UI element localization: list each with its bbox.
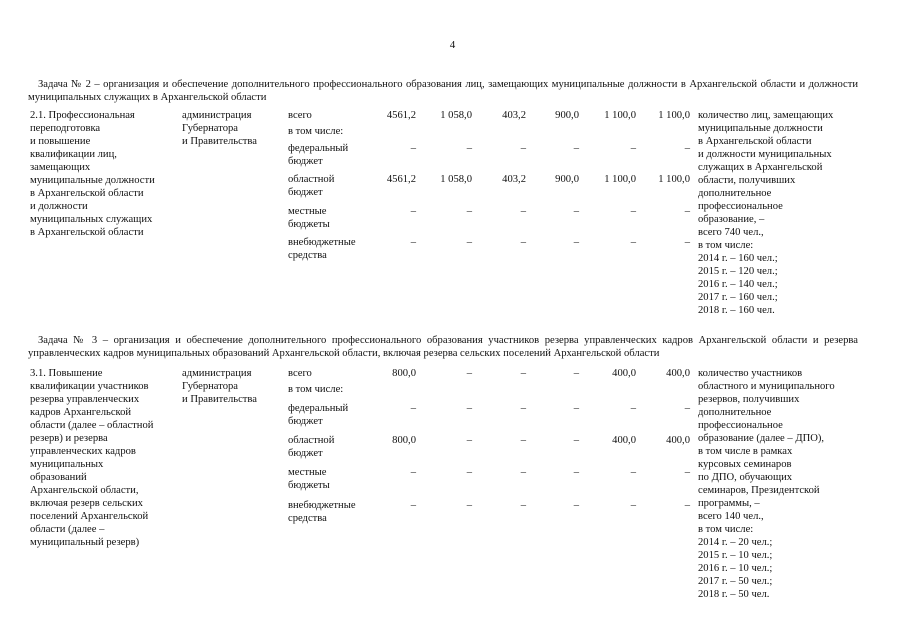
text-line: администрация xyxy=(182,368,252,379)
amount-cell: – xyxy=(466,237,472,248)
text-line: и должности муниципальных xyxy=(698,149,832,160)
amount-cell: 900,0 xyxy=(555,110,579,121)
amount-cell: – xyxy=(520,467,526,478)
amount-cell: – xyxy=(466,467,472,478)
amount-cell: – xyxy=(630,206,636,217)
text-line: резерв) и резерва xyxy=(30,433,108,444)
amount-cell: 1 058,0 xyxy=(440,110,472,121)
funding-row xyxy=(288,236,688,266)
text-line: федеральный xyxy=(288,403,349,414)
text-line: Губернатора xyxy=(182,123,239,134)
text-line: 2018 г. – 160 чел. xyxy=(698,305,775,316)
amount-cell: 400,0 xyxy=(666,368,690,379)
amount-cell: – xyxy=(410,403,416,414)
amount-cell: – xyxy=(630,237,636,248)
amount-cell: – xyxy=(410,206,416,217)
funding-source-label xyxy=(288,383,370,396)
executor xyxy=(182,109,282,148)
text-line: 2017 г. – 160 чел.; xyxy=(698,292,778,303)
amount-cell: 800,0 xyxy=(392,435,416,446)
task-3-block xyxy=(0,367,905,617)
amount-cell: 4561,2 xyxy=(386,110,416,121)
text-line: квалификации лиц, xyxy=(30,149,117,160)
funding-row xyxy=(288,142,688,172)
text-line: федеральный xyxy=(288,143,349,154)
text-line: муниципальных xyxy=(30,459,104,470)
activity-name xyxy=(30,367,175,549)
text-line: резерва управленческих xyxy=(30,394,140,405)
text-line: замещающих xyxy=(30,162,91,173)
amount-cell: – xyxy=(573,403,579,414)
executor xyxy=(182,367,282,406)
amount-cell: – xyxy=(684,500,690,511)
text-line: местные xyxy=(288,206,327,217)
amount-cell: 1 100,0 xyxy=(604,174,636,185)
amount-cell: 1 100,0 xyxy=(658,174,690,185)
text-line: областной xyxy=(288,435,335,446)
text-line: кадров Архангельской xyxy=(30,407,132,418)
text-line: муниципальных служащих xyxy=(30,214,153,225)
text-line: 2016 г. – 10 чел.; xyxy=(698,563,773,574)
amount-cell: – xyxy=(573,206,579,217)
amount-cell: 1 058,0 xyxy=(440,174,472,185)
text-line: и повышение xyxy=(30,136,91,147)
text-line: в Архангельской области xyxy=(698,136,812,147)
text-line: дополнительное xyxy=(698,407,772,418)
text-line: бюджеты xyxy=(288,480,330,491)
text-line: 2015 г. – 120 чел.; xyxy=(698,266,778,277)
text-line: внебюджетные xyxy=(288,500,356,511)
funding-row xyxy=(288,499,688,529)
amount-cell: – xyxy=(466,403,472,414)
text-line: количество участников xyxy=(698,368,803,379)
activity-name xyxy=(30,109,175,239)
text-line: 2016 г. – 140 чел.; xyxy=(698,279,778,290)
amount-cell: 1 100,0 xyxy=(658,110,690,121)
text-line: Архангельской области, xyxy=(30,485,139,496)
amount-cell: 1 100,0 xyxy=(604,110,636,121)
text-line: средства xyxy=(288,513,327,524)
task-2-heading: Задача № 2 – организация и обеспечение дополнительного профессионального образования лиц, замещающих муниципальные должности в Архангельской области и должности муниципальных служащих в Архангельской области xyxy=(28,79,858,103)
amount-cell: – xyxy=(520,435,526,446)
task-3-heading: Задача № 3 – организация и обеспечение дополнительного профессионального образования участников резерва управленческих кадров Архангельской области и резерва управленческих кадров муниципальных образований Архангельской области, включая резерва сельских поселений Архангельской области xyxy=(28,335,858,359)
text-line: внебюджетные xyxy=(288,237,356,248)
text-line: муниципальные должности xyxy=(698,123,823,134)
text-line: квалификации участников xyxy=(30,381,149,392)
funding-row xyxy=(288,434,688,464)
amount-cell: – xyxy=(466,435,472,446)
amount-cell: 400,0 xyxy=(612,368,636,379)
text-line: муниципальный резерв) xyxy=(30,537,140,548)
amount-cell: – xyxy=(630,467,636,478)
text-line: количество лиц, замещающих xyxy=(698,110,834,121)
text-line: по ДПО, обучающих xyxy=(698,472,793,483)
text-line: всего 140 чел., xyxy=(698,511,764,522)
amount-cell: 400,0 xyxy=(612,435,636,446)
text-line: включая резерв сельских xyxy=(30,498,143,509)
text-line: Губернатора xyxy=(182,381,239,392)
text-line: профессиональное xyxy=(698,201,783,212)
amount-cell: 403,2 xyxy=(502,110,526,121)
text-line: служащих в Архангельской xyxy=(698,162,823,173)
text-line: средства xyxy=(288,250,327,261)
text-line: и Правительства xyxy=(182,136,257,147)
text-line: области (далее – xyxy=(30,524,105,535)
text-line: администрация xyxy=(182,110,252,121)
amount-cell: – xyxy=(573,143,579,154)
amount-cell: – xyxy=(573,237,579,248)
text-line: 2017 г. – 50 чел.; xyxy=(698,576,773,587)
amount-cell: – xyxy=(410,500,416,511)
text-line: поселений Архангельской xyxy=(30,511,149,522)
text-line: бюджет xyxy=(288,156,323,167)
text-line: в том числе: xyxy=(698,524,754,535)
text-line: областной xyxy=(288,174,335,185)
text-line: в том числе в рамках xyxy=(698,446,793,457)
text-line: 2015 г. – 10 чел.; xyxy=(698,550,773,561)
amount-cell: 800,0 xyxy=(392,368,416,379)
text-line: образование (далее – ДПО), xyxy=(698,433,825,444)
text-line: программы, – xyxy=(698,498,760,509)
amount-cell: – xyxy=(630,143,636,154)
text-line: областного и муниципального xyxy=(698,381,835,392)
amount-cell: – xyxy=(520,500,526,511)
funding-row xyxy=(288,173,688,203)
text-line: управленческих кадров xyxy=(30,446,136,457)
page-number: 4 xyxy=(449,39,456,51)
text-line: 2014 г. – 160 чел.; xyxy=(698,253,778,264)
text-line: в Архангельской области xyxy=(30,188,144,199)
text-line: всего xyxy=(288,368,312,379)
amount-cell: – xyxy=(573,500,579,511)
amount-cell: – xyxy=(630,500,636,511)
text-line: местные xyxy=(288,467,327,478)
text-line: профессиональное xyxy=(698,420,783,431)
text-line: 3.1. Повышение xyxy=(30,368,103,379)
text-line: дополнительное xyxy=(698,188,772,199)
funding-source-label xyxy=(288,125,370,138)
text-line: в том числе: xyxy=(698,240,754,251)
amount-cell: – xyxy=(573,435,579,446)
amount-cell: – xyxy=(466,143,472,154)
amount-cell: – xyxy=(630,403,636,414)
amount-cell: – xyxy=(684,143,690,154)
amount-cell: – xyxy=(410,143,416,154)
amount-cell: – xyxy=(684,403,690,414)
text-line: всего xyxy=(288,110,312,121)
amount-cell: – xyxy=(684,237,690,248)
amount-cell: – xyxy=(520,237,526,248)
text-line: образований xyxy=(30,472,87,483)
text-line: образование, – xyxy=(698,214,765,225)
text-line: бюджеты xyxy=(288,219,330,230)
text-line: 2.1. Профессиональная xyxy=(30,110,135,121)
amount-cell: – xyxy=(410,467,416,478)
text-line: и должности xyxy=(30,201,88,212)
amount-cell: – xyxy=(466,368,472,379)
text-line: в том числе: xyxy=(288,126,344,137)
amount-cell: – xyxy=(520,368,526,379)
text-line: в Архангельской области xyxy=(30,227,144,238)
amount-cell: 400,0 xyxy=(666,435,690,446)
amount-cell: – xyxy=(520,403,526,414)
text-line: области (далее – областной xyxy=(30,420,154,431)
text-line: всего 740 чел., xyxy=(698,227,764,238)
expected-result xyxy=(698,109,858,317)
text-line: 2018 г. – 50 чел. xyxy=(698,589,770,600)
amount-cell: 4561,2 xyxy=(386,174,416,185)
funding-row xyxy=(288,402,688,432)
text-line: семинаров, Президентской xyxy=(698,485,820,496)
amount-cell: – xyxy=(520,206,526,217)
amount-cell: – xyxy=(573,467,579,478)
text-line: области, получивших xyxy=(698,175,796,186)
amount-cell: – xyxy=(684,467,690,478)
amount-cell: – xyxy=(466,206,472,217)
text-line: бюджет xyxy=(288,187,323,198)
amount-cell: – xyxy=(410,237,416,248)
text-line: муниципальные должности xyxy=(30,175,155,186)
amount-cell: – xyxy=(520,143,526,154)
expected-result xyxy=(698,367,858,601)
funding-row xyxy=(288,466,688,496)
task-2-block xyxy=(0,109,905,324)
amount-cell: 900,0 xyxy=(555,174,579,185)
text-line: переподготовка xyxy=(30,123,101,134)
text-line: бюджет xyxy=(288,448,323,459)
text-line: и Правительства xyxy=(182,394,257,405)
amount-cell: – xyxy=(466,500,472,511)
text-line: в том числе: xyxy=(288,384,344,395)
amount-cell: – xyxy=(573,368,579,379)
amount-cell: – xyxy=(684,206,690,217)
funding-row xyxy=(288,205,688,235)
amount-cell: 403,2 xyxy=(502,174,526,185)
text-line: резервов, получивших xyxy=(698,394,800,405)
text-line: 2014 г. – 20 чел.; xyxy=(698,537,773,548)
text-line: бюджет xyxy=(288,416,323,427)
text-line: курсовых семинаров xyxy=(698,459,792,470)
